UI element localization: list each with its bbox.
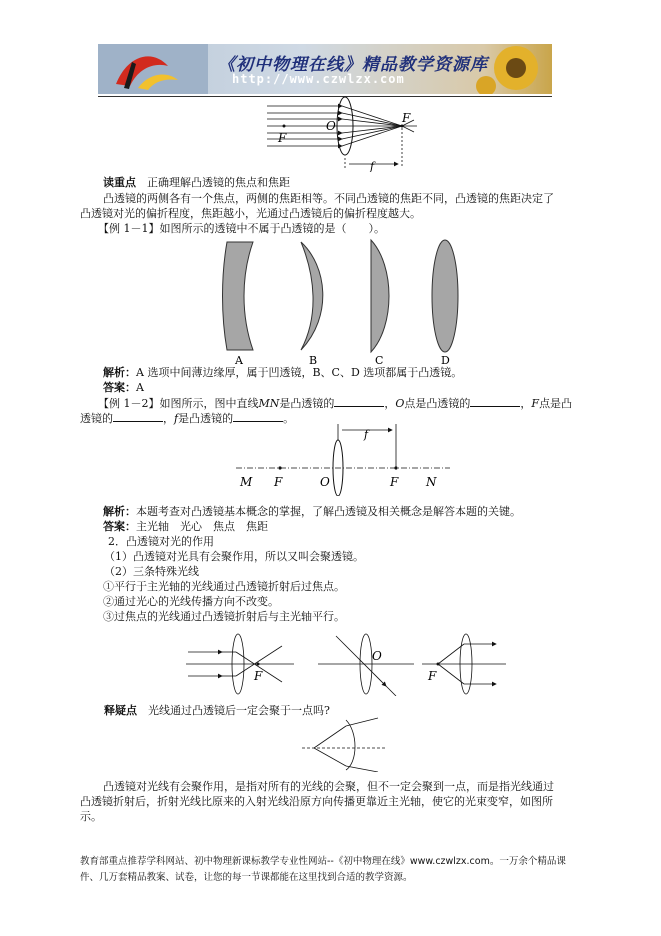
label-n: N: [426, 475, 437, 489]
lens-options-figure: [215, 236, 475, 368]
lens-d: [432, 240, 458, 352]
section2-s1: （1）凸透镜对光具有会聚作用，所以又叫会聚透镜。: [104, 550, 364, 563]
section1-p1: 凸透镜的两侧各有一个焦点，两侧的焦距相等。不同凸透镜的焦距不同，凸透镜的焦距决定了: [103, 192, 554, 205]
label-o2: O: [320, 475, 330, 489]
ex2-question-line2: 透镜的 ，f是凸透镜的 。: [80, 412, 295, 425]
footer-line1: 教育部重点推荐学科网站、初中物理新课标教学专业性网站--《初中物理在线》www.czwlzx.com。一万余个精品课: [80, 856, 566, 867]
footer-line2: 件、几万套精品教案、试卷，让您的每一节课都能在这里找到合适的教学资源。: [80, 872, 413, 883]
label-focal-length: f: [370, 160, 375, 172]
banner-url[interactable]: http://www.czwlzx.com: [232, 72, 405, 86]
ex1-question-line: [98, 222, 385, 236]
section1-title-line: [103, 176, 290, 190]
ex1-analysis-label: 解析：: [103, 366, 136, 379]
ex1-analysis-line: [103, 366, 462, 380]
special-rays-figure: [186, 620, 506, 696]
option-d: D: [441, 354, 450, 367]
banner-title: 《初中物理在线》精品教学资源库: [218, 55, 488, 75]
blank-2: [470, 396, 520, 407]
lens-b: [301, 242, 323, 350]
section2-s2: （2）三条特殊光线: [104, 565, 199, 578]
label-f2: F: [390, 475, 399, 489]
option-a: A: [235, 354, 243, 367]
ex1-label: 【例 1－1】: [98, 222, 160, 235]
blank-3: [113, 411, 163, 422]
rule-1: ①平行于主光轴的光线通过凸透镜折射后过焦点。: [103, 580, 345, 593]
lens-c: [371, 240, 389, 352]
rays-label-f3: F: [428, 669, 437, 683]
convex-lens-focus-figure: [262, 96, 422, 172]
label-f1: F: [274, 475, 283, 489]
ex1-answer-label: 答案：: [103, 381, 136, 394]
rays-label-f1: F: [254, 669, 263, 683]
ex1-answer-line: [103, 381, 144, 395]
narrowing-beam-figure: [298, 716, 388, 772]
ex2-axis-figure: [232, 420, 454, 496]
option-b: B: [309, 354, 318, 367]
label-focus: F: [402, 111, 411, 125]
section3-p2: 凸透镜折射后，折射光线比原来的入射光线沿原方向传播更靠近主光轴，使它的光束变窄，如图所: [80, 795, 553, 808]
section1-title: 正确理解凸透镜的焦点和焦距: [147, 176, 290, 189]
ex1-question: 如图所示的透镜中不属于凸透镜的是（ ）。: [159, 222, 385, 235]
section1-p2: 凸透镜对光的偏折程度，焦距越小，光通过凸透镜后的偏折程度越大。: [80, 207, 421, 220]
rays-label-o: O: [372, 649, 382, 663]
ex1-analysis: A 选项中间薄边缘厚，属于凹透镜，B、C、D 选项都属于凸透镜。: [136, 366, 463, 379]
rule-3: ③过焦点的光线通过凸透镜折射后与主光轴平行。: [103, 610, 345, 623]
section1-heading: 读重点: [103, 176, 136, 189]
label-o: O: [326, 119, 336, 133]
label-left-focus: F: [278, 131, 287, 145]
ex1-answer: A: [136, 381, 144, 394]
section2-title: 2．凸透镜对光的作用: [108, 535, 214, 548]
ex2-question-line1: 【例 1－2】如图所示，图中直线MN是凸透镜的 ，O点是凸透镜的 ，F点是凸: [98, 397, 573, 410]
blank-1: [334, 396, 384, 407]
section3-title-line: 释疑点 光线通过凸透镜后一定会聚于一点吗?: [104, 704, 330, 717]
lens-a: [223, 242, 254, 350]
section3-p3: 示。: [80, 810, 102, 823]
ex2-analysis-line: 解析：本题考查对凸透镜基本概念的掌握，了解凸透镜及相关概念是解答本题的关键。: [103, 505, 521, 518]
header-banner: [98, 44, 552, 94]
option-c: C: [375, 354, 384, 367]
rule-2: ②通过光心的光线传播方向不改变。: [103, 595, 279, 608]
ex2-answer-line: 答案：主光轴 光心 焦点 焦距: [103, 520, 268, 533]
label-m: M: [240, 475, 253, 489]
footer: [80, 854, 590, 886]
section3-p1: 凸透镜对光线有会聚作用，是指对所有的光线的会聚，但不一定会聚到一点，而是指光线通过: [103, 780, 554, 793]
label-f-len: f: [364, 428, 369, 441]
